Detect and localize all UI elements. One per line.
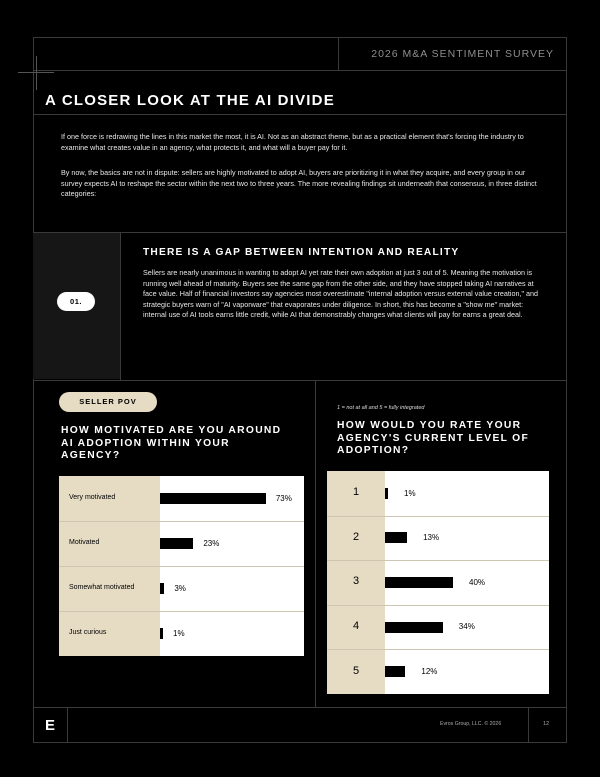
chart1-question: HOW MOTIVATED ARE YOU AROUND AI ADOPTION WITHIN YOUR AGENCY? (61, 425, 282, 461)
header-divider (33, 70, 567, 71)
footer-logo-divider (67, 707, 68, 743)
intro-paragraph-2: By now, the basics are not in dispute: sellers are highly motivated to adopt AI, buyers are prioritizing it in what they acquire, and every group in our survey expects AI to reshape the sector within the next two to three years. The more revealing findings sit underneath that consensus, in three distinct categories: (61, 168, 537, 198)
footer-copyright: Evros Group, LLC. © 2026 (440, 721, 502, 727)
chart1-bar (160, 583, 164, 594)
section-heading: THERE IS A GAP BETWEEN INTENTION AND REALITY (143, 247, 460, 258)
chart2-bar (385, 532, 407, 543)
chart2-bar (385, 666, 405, 677)
header-vertical-divider (338, 37, 339, 70)
chart1-row-separator (59, 521, 304, 522)
section-vertical-divider (120, 232, 121, 380)
chart1-value-label: 3% (174, 583, 186, 593)
chart2-category-label: 1 (352, 486, 360, 499)
chart2-scale-note: 1 = not at all and 5 = fully integrated (337, 405, 425, 411)
chart2-row-separator (327, 605, 549, 606)
chart1-category-label: Very motivated (69, 493, 116, 501)
survey-title: 2026 M&A SENTIMENT SURVEY (371, 48, 554, 60)
footer-divider (33, 707, 567, 708)
chart1-category-label: Motivated (69, 538, 100, 546)
chart1-row-separator (59, 611, 304, 612)
charts-vertical-divider (315, 380, 316, 707)
section-body: Sellers are nearly unanimous in wanting to adopt AI yet rate their own adoption at just 3 out of 5. Meaning the motivation is running well ahead of maturity. Buyers see the same gap from the other side, and they have stopped taking AI narratives at face value. Half of financial investors say agencies most overestimate "internal adoption versus external value creation," and strategic buyers warn of "AI vaporware" that evaporates under diligence. In short, this has become a "show me" market: internal use of AI tools earns little credit, while AI that demonstrably changes what clients will pay for earns a great deal. (143, 268, 539, 319)
chart2-category-label: 2 (352, 530, 360, 543)
chart2-bar (385, 488, 388, 499)
chart1-bar (160, 538, 193, 549)
footer-page-divider (528, 707, 529, 743)
page-number: 12 (543, 721, 550, 727)
chart1-value-label: 1% (173, 628, 185, 638)
crosshair-mark-vertical (36, 56, 37, 90)
chart1-bar (160, 628, 163, 639)
page-title: A CLOSER LOOK AT THE AI DIVIDE (45, 92, 335, 109)
brand-logo: E (45, 717, 56, 734)
chart2-value-label: 1% (404, 488, 416, 498)
chart2-value-label: 12% (421, 666, 438, 676)
section-number-badge: 01. (57, 292, 95, 311)
chart2-category-label: 3 (352, 575, 360, 588)
chart2-category-label: 4 (352, 619, 360, 632)
chart1-motivation (59, 476, 304, 656)
chart2-row-separator (327, 649, 549, 650)
seller-pov-badge: SELLER POV (59, 392, 157, 412)
chart2-bar (385, 577, 453, 588)
chart2-bar (385, 622, 443, 633)
chart1-value-label: 73% (275, 493, 292, 503)
chart1-row-separator (59, 566, 304, 567)
chart2-value-label: 13% (423, 533, 440, 543)
chart2-adoption-rating (327, 471, 549, 694)
chart1-value-label: 23% (203, 538, 220, 548)
chart2-value-label: 34% (458, 622, 475, 632)
chart1-category-label: Just curious (69, 628, 107, 636)
chart2-row-separator (327, 560, 549, 561)
intro-paragraph-1: If one force is redrawing the lines in this market the most, it is AI. Not as an abstract theme, but as a practical element that's forcing the industry to examine what creates value in an agency, what protects it, and what will a buyer pay for it. (61, 132, 524, 152)
charts-top-divider (33, 380, 567, 381)
chart2-row-separator (327, 516, 549, 517)
title-divider (33, 114, 567, 115)
chart2-value-label: 40% (469, 577, 486, 587)
chart2-category-label: 5 (352, 664, 360, 677)
chart2-question: HOW WOULD YOU RATE YOUR AGENCY'S CURRENT LEVEL OF ADOPTION? (337, 420, 530, 456)
chart1-category-label: Somewhat motivated (69, 583, 135, 591)
chart1-bar (160, 493, 266, 504)
